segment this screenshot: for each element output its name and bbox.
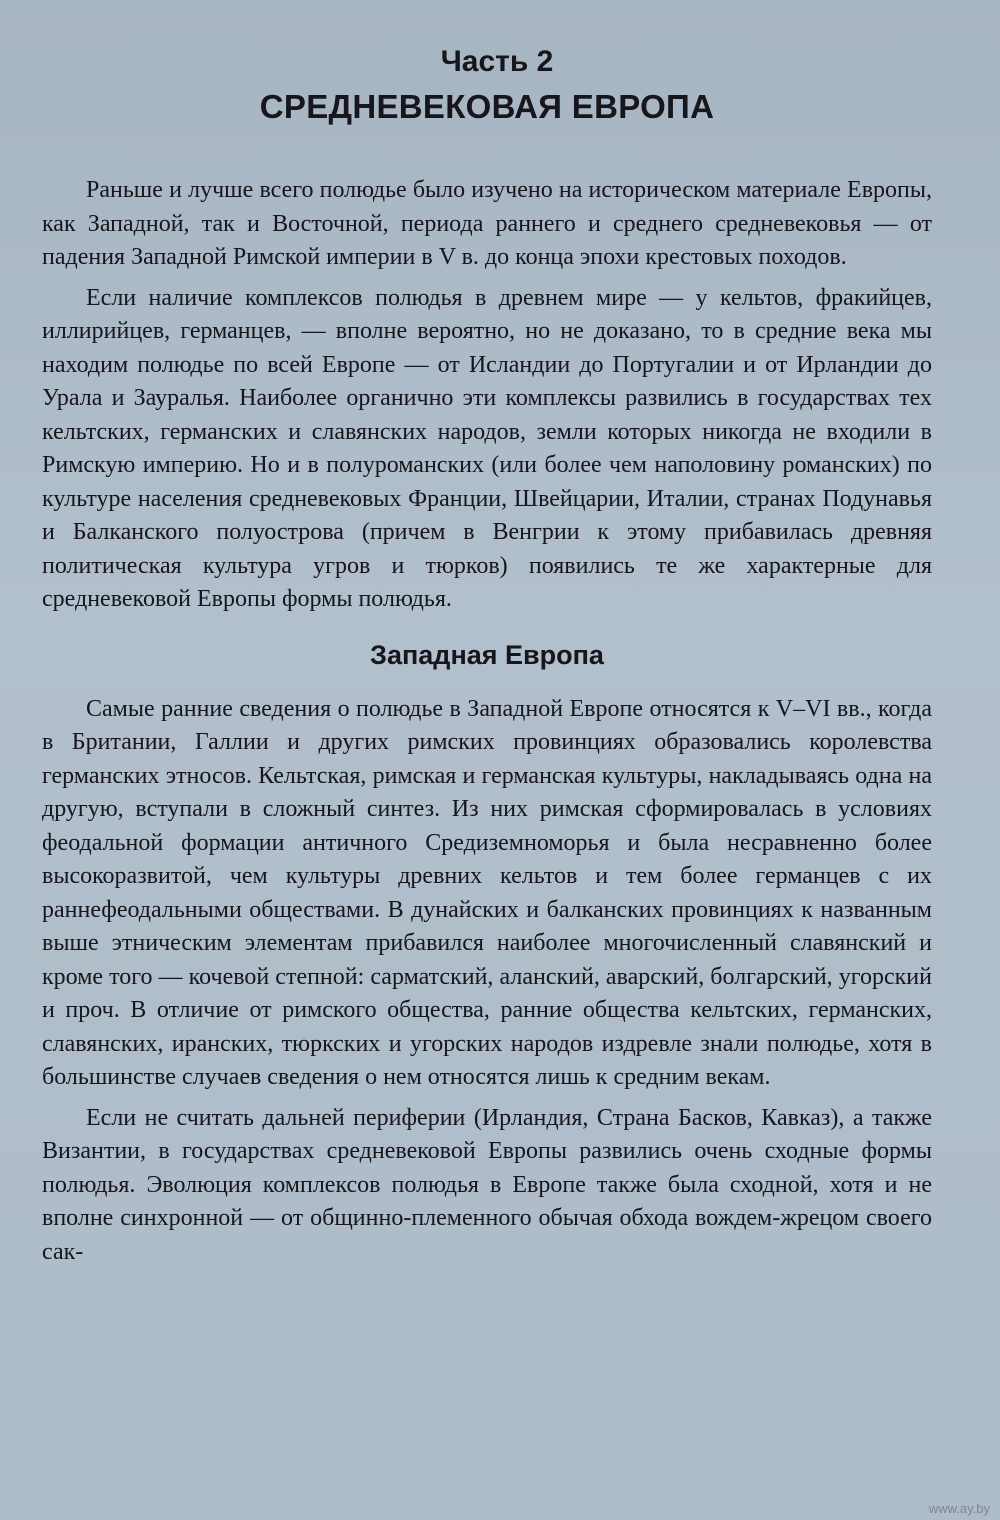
watermark: www.ay.by [928, 1501, 990, 1516]
paragraph: Если не считать дальней периферии (Ирландия, Страна Басков, Кавказ), а также Византии, в государствах средневековой Европы развились очень сходные формы полюдья. Эволюция комплексов полюдья в Европе также была сходной, хотя и не вполне синхронной — от общинно-племенного обычая обхода вождем-жрецом своего сак- [42, 1104, 932, 1265]
page-text [42, 40, 932, 1269]
part-label: Часть 2 [440, 45, 554, 78]
paragraph: Самые ранние сведения о полюдье в Западной Европе относятся к V–VI вв., когда в Британии, Галлии и других римских провинциях образовались королевства германских этносов. Кельтская, римская и германская культуры, накладываясь одна на другую, вступали в сложный синтез. Из них римская сформировалась в условиях феодальной формации античного Средиземноморья и была несравненно более высокоразвитой, чем культуры древних кельтов и тем более германцев с их раннефеодальными обществами. В дунайских и балканских провинциях к названным выше этническим элементам прибавился наиболее многочисленный славянский и кроме того — кочевой степной: сарматский, аланский, аварский, болгарский, угорский и проч. В отличие от римского общества, ранние общества кельтских, германских, славянских, иранских, тюркских и угорских народов издревле знали полюдье, хотя в большинстве случаев сведения о нем относятся лишь к средним векам. [42, 695, 932, 1090]
part-title: СРЕДНЕВЕКОВАЯ ЕВРОПА [259, 88, 715, 125]
paragraph: Если наличие комплексов полюдья в древнем мире — у кельтов, фракийцев, иллирийцев, германцев, — вполне вероятно, но не доказано, то в средние века мы находим полюдье по всей Европе — от Исландии до Португалии и от Ирландии до Урала и Зауралья. Наиболее органично эти комплексы развились в государствах тех кельтских, германских и славянских народов, земли которых никогда не входили в Римскую империю. Но и в полуроманских (или более чем наполовину романских) по культуре населения средневековых Франции, Швейцарии, Италии, странах Подунавья и Балканского полуострова (причем в Венгрии к этому прибавилась древняя политическая культура угров и тюрков) появились те же характерные для средневековой Европы формы полюдья. [42, 284, 932, 612]
paragraph: Раньше и лучше всего полюдье было изучено на историческом материале Европы, как Западной, так и Восточной, периода раннего и среднего средневековья — от падения Западной Римской империи в V в. до конца эпохи крестовых походов. [42, 177, 932, 270]
section-title: Западная Европа [370, 639, 604, 670]
